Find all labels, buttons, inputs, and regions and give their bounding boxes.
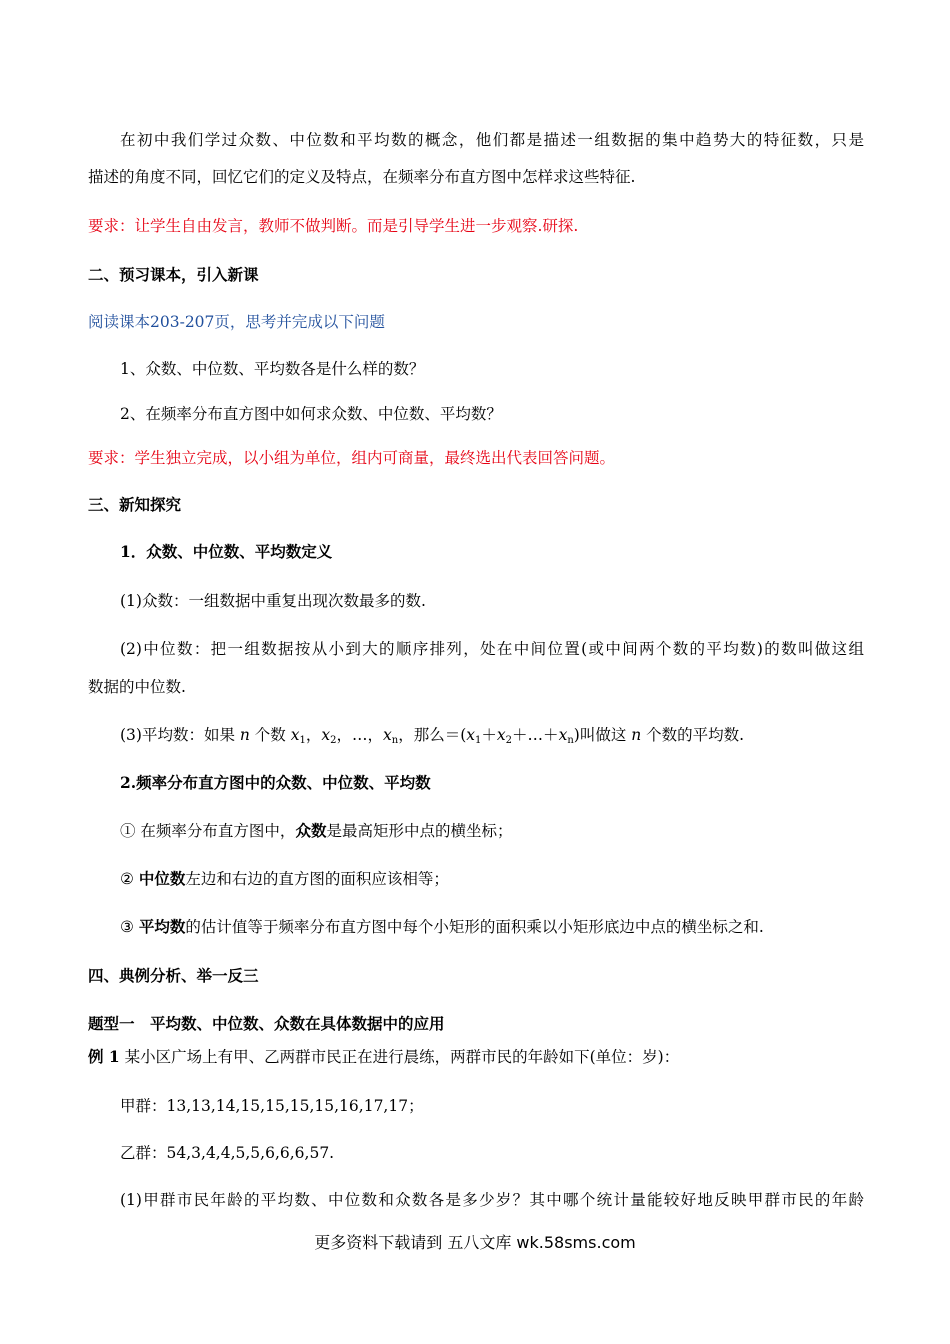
question-2: 2、在频率分布直方图中如何求众数、中位数、平均数？ xyxy=(120,405,502,423)
example-question-1: (1)甲群市民年龄的平均数、中位数和众数各是多少岁？其中哪个统计量能较好地反映甲群市民的年龄 xyxy=(120,1191,864,1209)
question-type-1: 题型一 平均数、中位数、众数在具体数据中的应用 xyxy=(88,1014,445,1033)
section-4-heading: 四、典例分析、举一反三 xyxy=(88,966,259,985)
section-3-heading: 三、新知探究 xyxy=(88,495,182,514)
intro-line-2: 描述的角度不同，回忆它们的定义及特点，在频率分布直方图中怎样求这些特征. xyxy=(88,168,636,186)
group-a-ages: 甲群：13,13,14,15,15,15,15,16,17,17； xyxy=(120,1097,424,1115)
point-mode: ① 在频率分布直方图中，众数是最高矩形中点的横坐标； xyxy=(120,821,513,840)
point-mean: ③ 平均数的估计值等于频率分布直方图中每个小矩形的面积乘以小矩形底边中点的横坐标之和. xyxy=(120,917,764,936)
section-2-heading: 二、预习课本，引入新课 xyxy=(88,265,259,284)
definition-median-line-1: (2)中位数：把一组数据按从小到大的顺序排列，处在中间位置(或中间两个数的平均数)的数叫做这组 xyxy=(120,640,864,658)
point-median: ② 中位数左边和右边的直方图的面积应该相等； xyxy=(120,869,449,888)
requirement-2: 要求：学生独立完成，以小组为单位，组内可商量，最终选出代表回答问题。 xyxy=(88,449,616,467)
subheading-definitions: 1．众数、中位数、平均数定义 xyxy=(120,542,333,561)
definition-mean: (3)平均数：如果 n 个数 $x_1$，$x_2$，…，$x_n$，那么$=(x_1+x_2+\dots+x_n)$叫做这 n 个数的平均数. xyxy=(120,726,745,746)
intro-line-1: 在初中我们学过众数、中位数和平均数的概念，他们都是描述一组数据的集中趋势大的特征数，只是 xyxy=(120,131,864,149)
subheading-histogram: 2.频率分布直方图中的众数、中位数、平均数 xyxy=(120,773,431,792)
question-1: 1、众数、中位数、平均数各是什么样的数？ xyxy=(120,360,425,378)
requirement-1: 要求：让学生自由发言，教师不做判断。而是引导学生进一步观察.研探. xyxy=(88,217,579,235)
definition-mode: (1)众数：一组数据中重复出现次数最多的数. xyxy=(120,592,426,610)
footer-link[interactable]: 更多资料下载请到 五八文库 wk.58sms.com xyxy=(314,1233,636,1252)
definition-median-line-2: 数据的中位数. xyxy=(88,678,186,696)
group-b-ages: 乙群：54,3,4,4,5,5,6,6,6,57. xyxy=(120,1144,335,1162)
example-1: 例 1 某小区广场上有甲、乙两群市民正在进行晨练，两群市民的年龄如下(单位：岁)： xyxy=(88,1047,680,1066)
reading-instruction: 阅读课本203-207页，思考并完成以下问题 xyxy=(88,313,385,331)
